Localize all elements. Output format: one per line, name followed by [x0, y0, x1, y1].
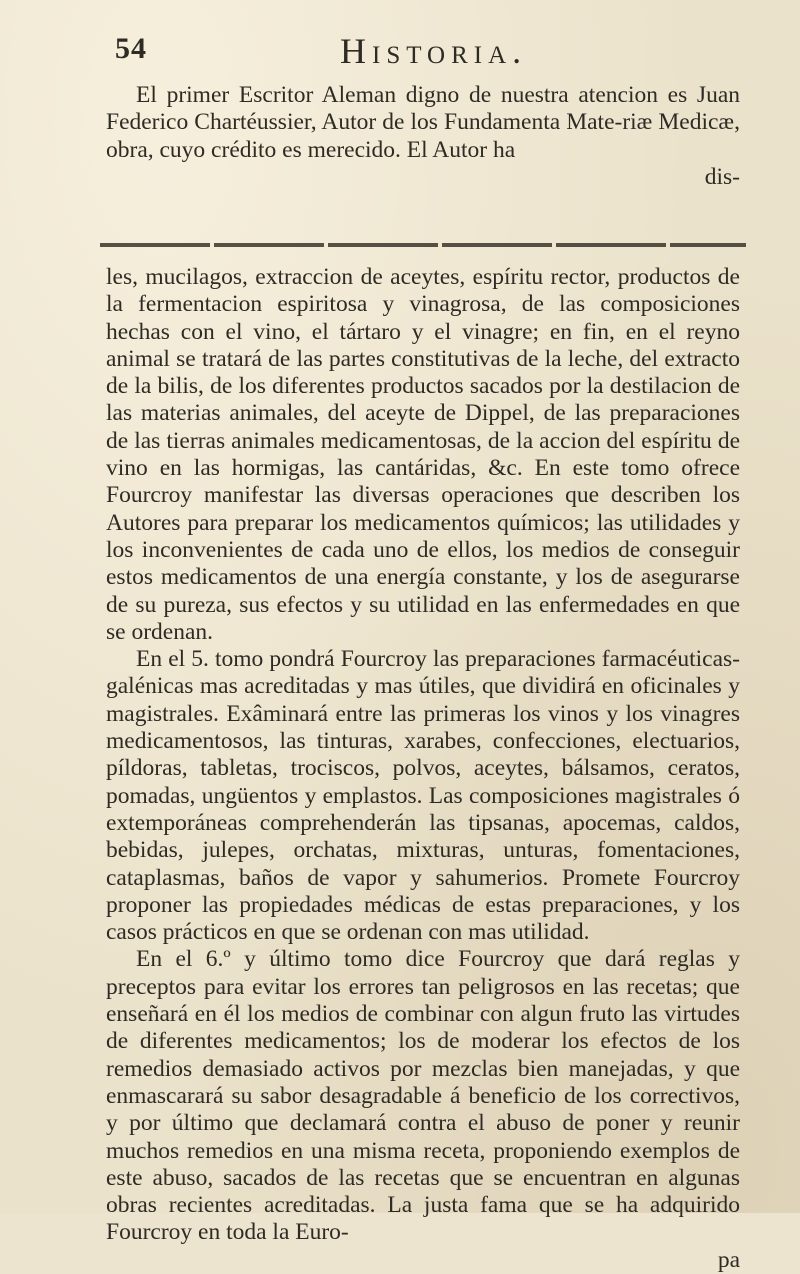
- paragraph-continued: les, mucilagos, extraccion de aceytes, espíritu rector, productos de la fermentacion espiritosa y vinagrosa, de las composiciones hechas con el vino, el tártaro y el vinagre; en fin, en el reyno animal se tratará de las partes constitutivas de la leche, del extracto de la bilis, de los diferentes productos sacados por la destilacion de las materias animales, del aceyte de Dippel, de las preparaciones de las tierras animales medicamentosas, de la accion del espíritu de vino en las hormigas, las cantáridas, &c. En este tomo ofrece Fourcroy manifestar las diversas operaciones que describen los Autores para preparar los medicamentos químicos; las utilidades y los inconvenientes de cada uno de ellos, los medios de conseguir estos medicamentos de una energía constante, y los de asegurarse de su pureza, sus efectos y su utilidad en las enfermedades en que se ordenan.: [106, 264, 740, 645]
- page-fold-divider: [100, 243, 746, 247]
- page-header: [40, 30, 760, 70]
- catchword-bottom: pa: [717, 1246, 740, 1273]
- paragraph-tomo-6: En el 6.º y último tomo dice Fourcroy que dará reglas y preceptos para evitar los errores tan peligrosos en las recetas; que enseñará en él los medios de combinar con algun fruto las virtudes de diferentes medicamentos; los de moderar los efectos de los remedios demasiado activos por mezclas bien manejadas, y que enmascarará su sabor desagradable á beneficio de los correctivos, y por último que declamará contra el abuso de poner y reunir muchos remedios en una misma receta, proponiendo exemplos de este abuso, sacados de las recetas que se encuentran en algunas obras recientes acreditadas. La justa fama que se ha adquirido Fourcroy en toda la Euro-: [106, 946, 740, 1246]
- paragraph-intro: El primer Escritor Aleman digno de nuestra atencion es Juan Federico Chartéussier, Autor de los Fundamenta Mate-riæ Medicæ, obra, cuyo crédito es merecido. El Autor ha: [106, 82, 740, 163]
- catchword-top: dis-: [704, 163, 740, 190]
- top-text-block: [106, 82, 740, 191]
- bottom-text-block: [106, 264, 740, 1274]
- paragraph-tomo-5: En el 5. tomo pondrá Fourcroy las preparaciones farmacéuticas-galénicas mas acreditadas y mas útiles, que dividirá en oficinales y magistrales. Exâminará entre las primeras los vinos y los vinagres medicamentosos, las tinturas, xarabes, confecciones, electuarios, píldoras, tabletas, trociscos, polvos, aceytes, bálsamos, ceratos, pomadas, ungüentos y emplastos. Las composiciones magistrales ó extemporáneas comprehenderán las tipsanas, apocemas, caldos, bebidas, julepes, orchatas, mixturas, unturas, fomentaciones, cataplasmas, baños de vapor y sahumerios. Promete Fourcroy proponer las propiedades médicas de estas preparaciones, y los casos prácticos en que se ordenan con mas utilidad.: [106, 646, 740, 946]
- page-number: 54: [115, 32, 147, 65]
- running-head: Historia.: [340, 31, 528, 71]
